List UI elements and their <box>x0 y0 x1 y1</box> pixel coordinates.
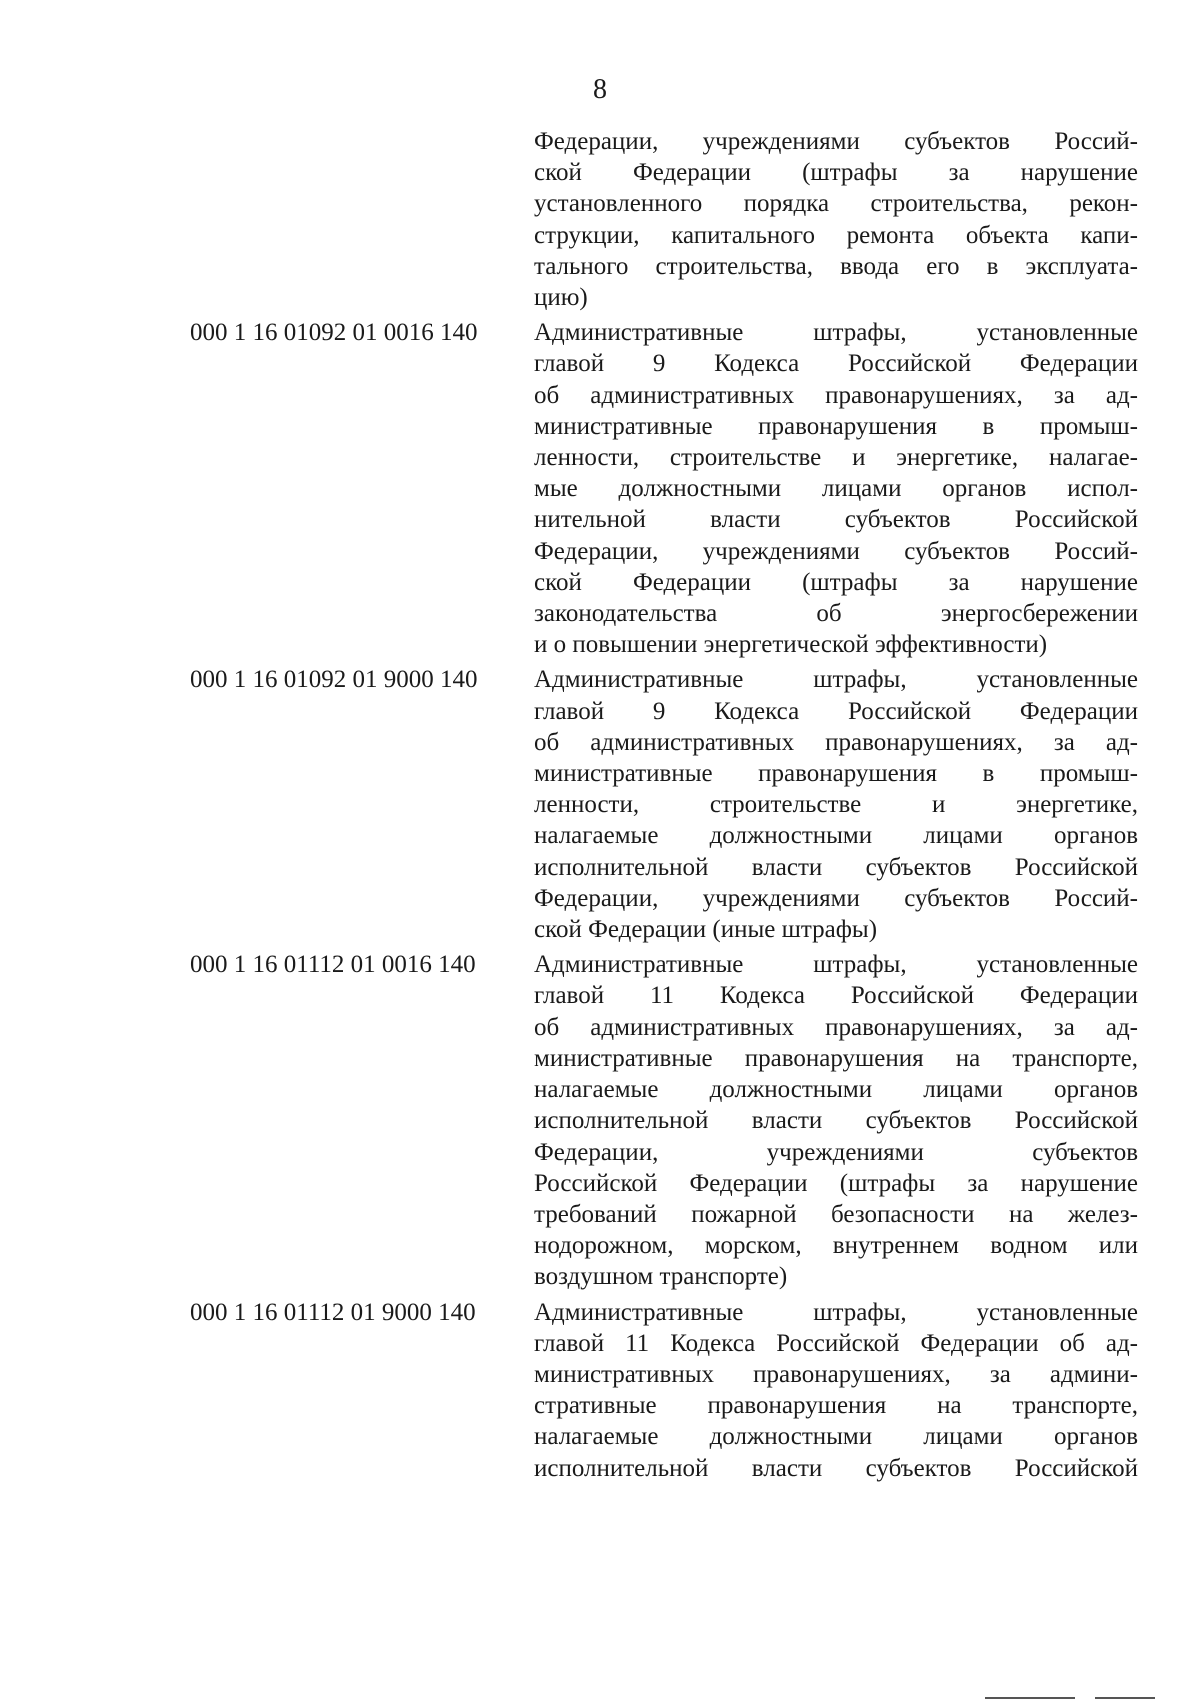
description-line: установленного порядка строительства, рекон- <box>534 190 1138 218</box>
code-description <box>534 1297 1138 1484</box>
description-line: Административные штрафы, установленные <box>534 319 1138 347</box>
description-line: Федерации, учреждениями субъектов Россий- <box>534 884 1138 912</box>
description-line: главой 11 Кодекса Российской Федерации об ад- <box>534 1329 1138 1357</box>
description-line: нительной власти субъектов Российской <box>534 506 1138 534</box>
budget-code: 000 1 16 01092 01 0016 140 <box>190 319 478 347</box>
description-line: главой 11 Кодекса Российской Федерации <box>534 982 1138 1010</box>
description-line: исполнительной власти субъектов Российской <box>534 853 1138 881</box>
scan-artifact <box>985 1697 1075 1699</box>
description-line: налагаемые должностными лицами органов <box>534 1423 1138 1451</box>
description-line: исполнительной власти субъектов Российской <box>534 1454 1138 1482</box>
code-description <box>534 949 1138 1292</box>
budget-code: 000 1 16 01112 01 0016 140 <box>190 951 476 979</box>
table-row <box>190 317 1150 660</box>
description-line: Административные штрафы, установленные <box>534 1298 1138 1326</box>
description-line: стративные правонарушения на транспорте, <box>534 1392 1138 1420</box>
description-line: министративные правонарушения в промыш- <box>534 760 1138 788</box>
description-line: Административные штрафы, установленные <box>534 951 1138 979</box>
code-description <box>534 664 1138 945</box>
description-line: цию) <box>534 284 588 312</box>
description-line: Федерации, учреждениями субъектов Россий- <box>534 537 1138 565</box>
code-description <box>534 126 1138 313</box>
budget-code: 000 1 16 01112 01 9000 140 <box>190 1298 476 1326</box>
description-line: воздушном транспорте) <box>534 1263 788 1291</box>
scan-artifact <box>1095 1697 1155 1699</box>
description-line: ской Федерации (штрафы за нарушение <box>534 568 1138 596</box>
budget-code: 000 1 16 01092 01 9000 140 <box>190 666 478 694</box>
description-line: тального строительства, ввода его в эксплуата- <box>534 252 1138 280</box>
budget-code-table <box>190 126 1150 1488</box>
description-line: Федерации, учреждениями субъектов Россий- <box>534 128 1138 155</box>
description-line: исполнительной власти субъектов Российской <box>534 1107 1138 1135</box>
page-number: 8 <box>593 74 607 105</box>
description-line: и о повышении энергетической эффективности) <box>534 631 1048 659</box>
description-line: об административных правонарушениях, за ад- <box>534 381 1138 409</box>
description-line: ленности, строительстве и энергетике, <box>534 791 1138 819</box>
description-line: ленности, строительстве и энергетике, налагае- <box>534 444 1138 472</box>
description-line: налагаемые должностными лицами органов <box>534 822 1138 850</box>
description-line: Административные штрафы, установленные <box>534 666 1138 694</box>
description-line: главой 9 Кодекса Российской Федерации <box>534 697 1138 725</box>
table-row <box>190 126 1150 313</box>
code-description <box>534 317 1138 660</box>
description-line: налагаемые должностными лицами органов <box>534 1076 1138 1104</box>
table-row <box>190 1297 1150 1484</box>
description-line: Федерации, учреждениями субъектов <box>534 1138 1138 1166</box>
description-line: ской Федерации (иные штрафы) <box>534 916 878 944</box>
description-line: струкции, капитального ремонта объекта капи- <box>534 221 1138 249</box>
description-line: ской Федерации (штрафы за нарушение <box>534 159 1138 187</box>
description-line: нодорожном, морском, внутреннем водном или <box>534 1232 1138 1260</box>
table-row <box>190 949 1150 1292</box>
description-line: мые должностными лицами органов испол- <box>534 475 1138 503</box>
description-line: главой 9 Кодекса Российской Федерации <box>534 350 1138 378</box>
description-line: об административных правонарушениях, за ад- <box>534 1013 1138 1041</box>
description-line: требований пожарной безопасности на желез- <box>534 1200 1138 1228</box>
table-row <box>190 664 1150 945</box>
description-line: Российской Федерации (штрафы за нарушение <box>534 1169 1138 1197</box>
description-line: министративные правонарушения на транспорте, <box>534 1044 1138 1072</box>
description-line: министративные правонарушения в промыш- <box>534 412 1138 440</box>
description-line: законодательства об энергосбережении <box>534 600 1138 628</box>
description-line: министративных правонарушениях, за админи- <box>534 1360 1138 1388</box>
description-line: об административных правонарушениях, за ад- <box>534 728 1138 756</box>
